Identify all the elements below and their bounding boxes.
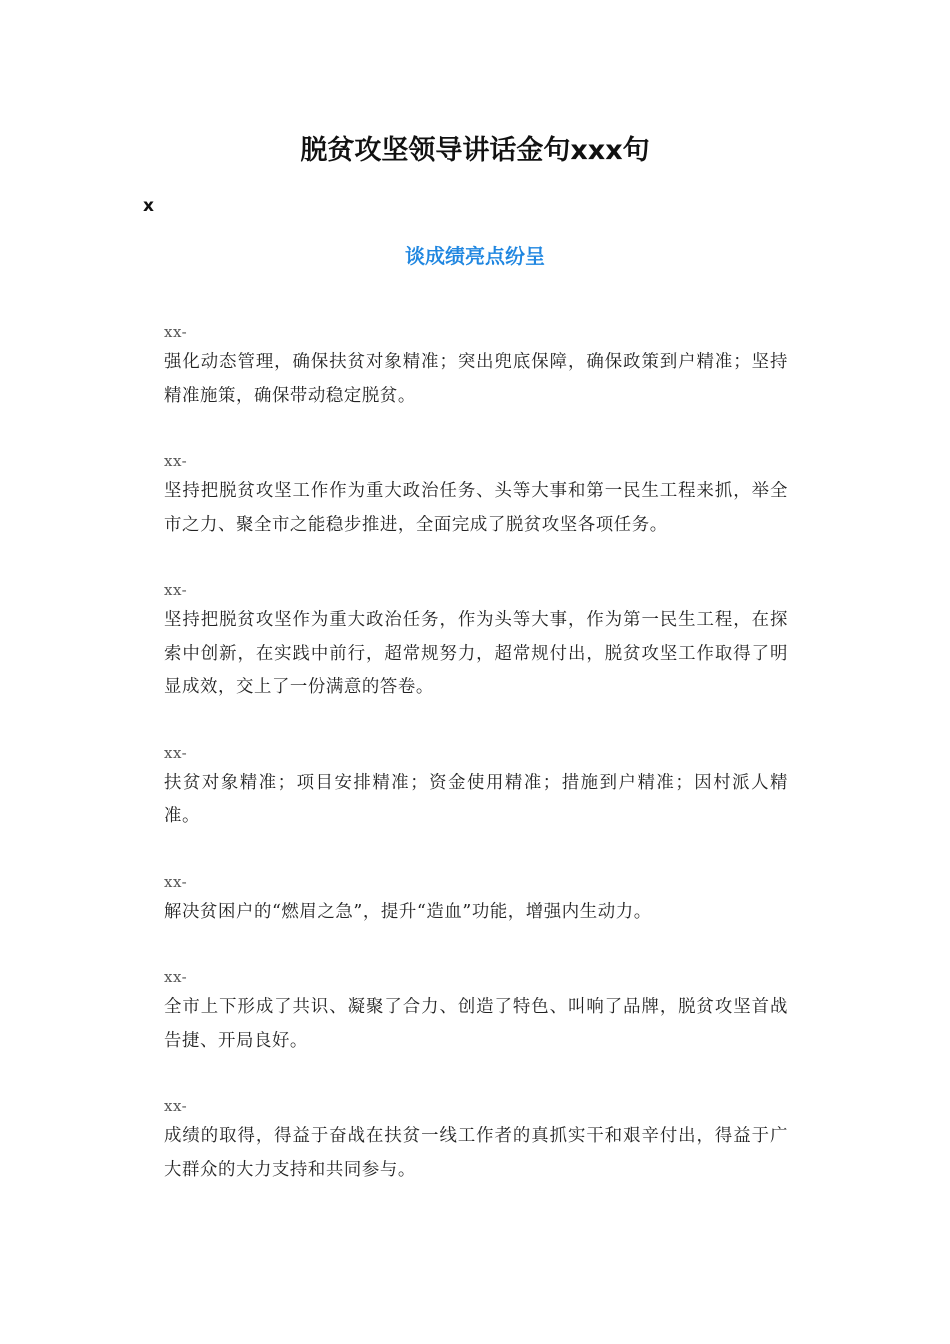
list-item [164,963,788,1058]
entry-list [164,318,788,1221]
list-item [164,447,788,542]
entry-label: xx- [164,743,188,762]
list-item [164,318,788,413]
entry-label: xx- [164,452,188,470]
list-item [164,739,788,834]
entry-label: xx- [164,1097,188,1115]
entry-label: xx- [164,872,188,891]
entry-text: 全市上下形成了共识、凝聚了合力、创造了特色、叫响了品牌，脱贫攻坚首战告捷、开局良好。 [164,997,788,1051]
document-title: 脱贫攻坚领导讲话金句xxx句 [300,135,650,166]
list-item [164,1092,788,1187]
list-item [164,868,788,930]
entry-text: 坚持把脱贫攻坚工作作为重大政治任务、头等大事和第一民生工程来抓，举全市之力、聚全市之能稳步推进，全面完成了脱贫攻坚各项任务。 [164,481,788,535]
entry-text: 强化动态管理，确保扶贫对象精准；突出兜底保障，确保政策到户精准；坚持精准施策，确保带动稳定脱贫。 [164,352,788,406]
document-mark: x [143,196,154,216]
entry-text: 坚持把脱贫攻坚作为重大政治任务，作为头等大事，作为第一民生工程，在探索中创新，在实践中前行，超常规努力，超常规付出，脱贫攻坚工作取得了明显成效，交上了一份满意的答卷。 [164,610,788,697]
entry-label: xx- [164,323,188,341]
entry-label: xx- [164,581,188,599]
entry-text: 扶贫对象精准；项目安排精准；资金使用精准；措施到户精准；因村派人精准。 [164,772,788,826]
entry-text: 解决贫困户的“燃眉之急”，提升“造血”功能，增强内生动力。 [164,901,652,922]
list-item [164,576,788,705]
entry-label: xx- [164,968,188,986]
entry-text: 成绩的取得，得益于奋战在扶贫一线工作者的真抓实干和艰辛付出，得益于广大群众的大力支持和共同参与。 [164,1126,788,1180]
section-heading: 谈成绩亮点纷呈 [405,244,545,268]
